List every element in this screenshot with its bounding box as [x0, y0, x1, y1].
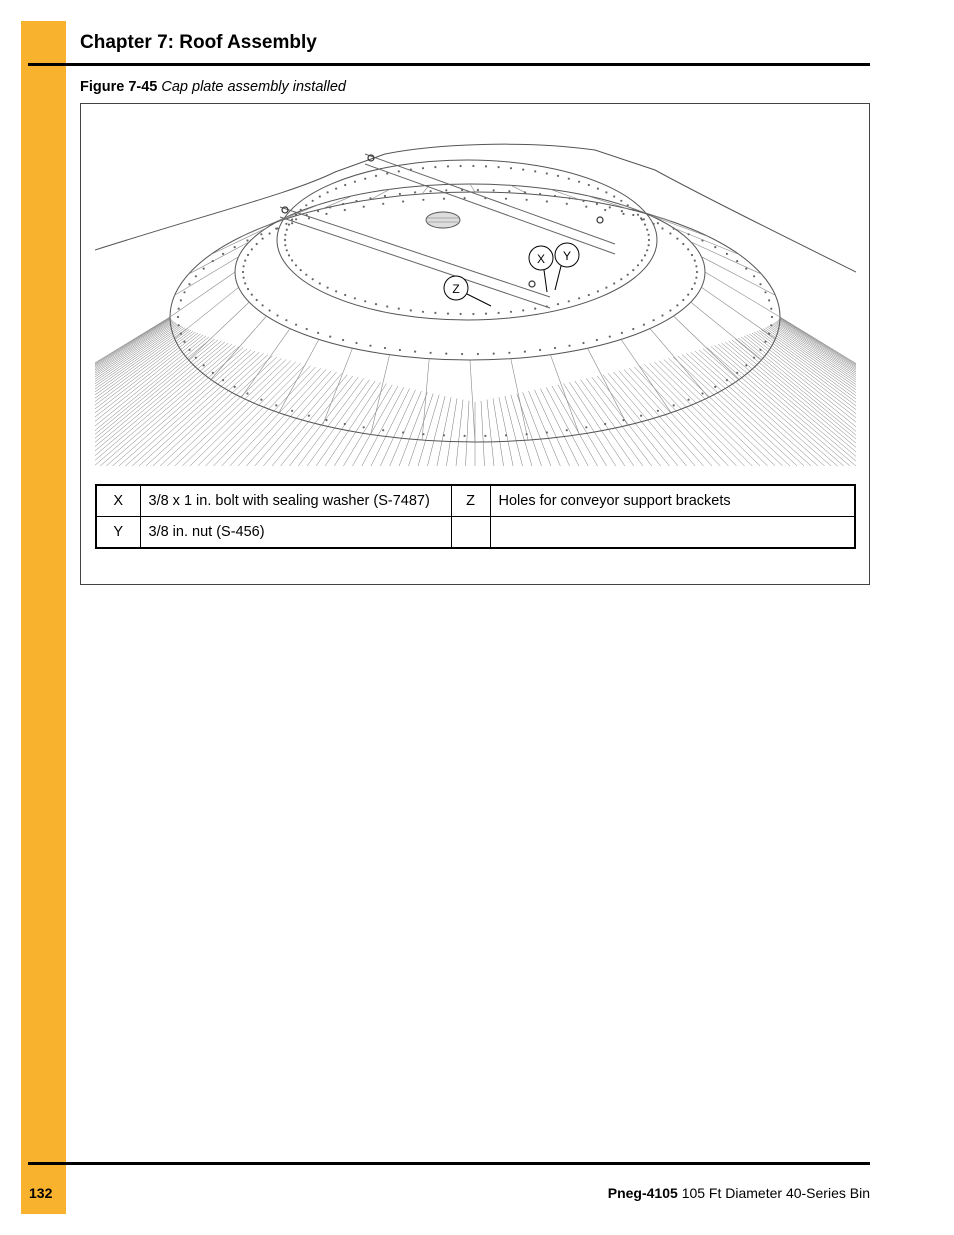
figure-title: Cap plate assembly installed [161, 79, 346, 95]
key-letter: Z [451, 485, 490, 517]
document-title: 105 Ft Diameter 40-Series Bin [681, 1185, 870, 1201]
key-letter: Y [96, 517, 140, 549]
callout-y-label: Y [562, 249, 572, 263]
callout-z-label: Z [452, 282, 460, 296]
table-row [96, 517, 855, 549]
document-id: Pneg-4105 [607, 1185, 678, 1201]
key-letter: X [96, 485, 140, 517]
table-row [96, 485, 855, 517]
page-number: 132 [29, 1185, 53, 1201]
cap-opening [426, 212, 460, 228]
figure-number: Figure 7-45 [80, 79, 158, 95]
chapter-title: Chapter 7: Roof Assembly [80, 32, 317, 53]
figure-frame [80, 103, 870, 585]
figure-caption [80, 78, 346, 96]
key-table [95, 484, 856, 549]
chapter-side-bar [21, 21, 66, 1214]
key-description: 3/8 in. nut (S-456) [140, 517, 451, 549]
key-letter [451, 517, 490, 549]
header-rule [28, 63, 870, 66]
footer-rule [28, 1162, 870, 1165]
key-description: 3/8 x 1 in. bolt with sealing washer (S-7487) [140, 485, 451, 517]
callout-x [529, 246, 553, 292]
key-description: Holes for conveyor support brackets [490, 485, 855, 517]
key-description [490, 517, 855, 549]
callout-x-label: X [536, 252, 546, 266]
callout-y [555, 243, 579, 290]
footer-document [608, 1184, 870, 1202]
cap-plate-illustration [95, 132, 856, 466]
